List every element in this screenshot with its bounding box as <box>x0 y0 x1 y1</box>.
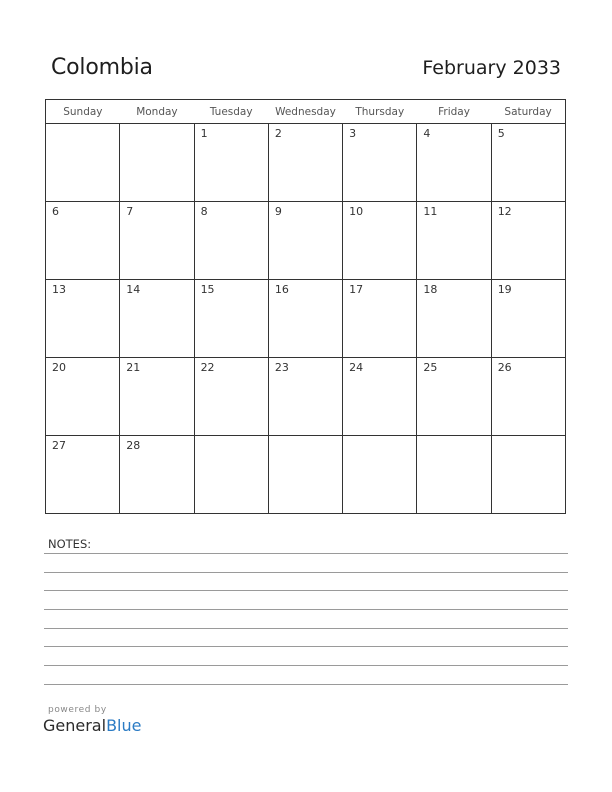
day-cell <box>120 436 194 514</box>
day-number: 21 <box>126 361 141 374</box>
day-number <box>417 436 490 439</box>
week-row <box>46 124 566 202</box>
calendar-grid <box>45 99 566 514</box>
calendar-month-title: February 2033 <box>422 57 561 79</box>
day-number: 17 <box>349 283 364 296</box>
day-number: 13 <box>52 283 66 296</box>
day-cell <box>194 202 268 280</box>
day-number: 19 <box>497 283 512 296</box>
day-cell <box>46 280 120 358</box>
note-line <box>44 665 568 666</box>
day-cell <box>46 124 120 202</box>
note-line <box>44 684 568 685</box>
day-number: 15 <box>200 283 215 296</box>
day-number <box>120 124 193 127</box>
calendar-country-title: Colombia <box>51 55 153 80</box>
day-number: 28 <box>126 439 141 452</box>
day-cell <box>417 124 491 202</box>
day-number: 14 <box>126 283 141 296</box>
day-number: 26 <box>497 361 512 374</box>
week-row <box>46 280 566 358</box>
day-number: 23 <box>274 361 289 374</box>
note-line <box>44 646 568 647</box>
brand-general: General <box>43 716 107 735</box>
day-number: 2 <box>274 127 282 140</box>
day-cell <box>46 358 120 436</box>
day-number: 16 <box>274 283 289 296</box>
day-number: 24 <box>349 361 364 374</box>
week-row <box>46 358 566 436</box>
day-cell <box>491 124 565 202</box>
day-number <box>269 436 342 439</box>
day-cell <box>268 358 342 436</box>
day-cell <box>343 124 417 202</box>
note-line <box>44 572 568 573</box>
powered-by-text: powered by <box>48 705 107 715</box>
weekday-header: Sunday <box>46 100 120 124</box>
day-cell <box>194 124 268 202</box>
day-number: 11 <box>423 205 438 218</box>
week-row <box>46 436 566 514</box>
day-cell <box>417 202 491 280</box>
generalblue-logo <box>43 716 141 735</box>
day-cell <box>46 202 120 280</box>
day-cell <box>46 436 120 514</box>
weekday-header: Monday <box>120 100 194 124</box>
day-number: 27 <box>52 439 66 452</box>
day-cell <box>194 280 268 358</box>
day-number: 20 <box>52 361 66 374</box>
day-number <box>492 436 565 439</box>
day-cell <box>417 436 491 514</box>
day-number: 3 <box>349 127 357 140</box>
day-number: 6 <box>52 205 59 218</box>
weekday-header: Thursday <box>343 100 417 124</box>
day-number: 4 <box>423 127 431 140</box>
day-number <box>343 436 416 439</box>
note-line <box>44 628 568 629</box>
day-cell <box>491 202 565 280</box>
weekday-header: Friday <box>417 100 491 124</box>
day-number: 10 <box>349 205 364 218</box>
note-line <box>44 553 568 554</box>
weekday-header-row <box>46 100 566 124</box>
day-cell <box>417 358 491 436</box>
day-cell <box>343 436 417 514</box>
brand-blue: Blue <box>106 716 142 735</box>
day-number: 18 <box>423 283 438 296</box>
day-cell <box>194 436 268 514</box>
day-number <box>46 124 119 127</box>
day-number: 5 <box>497 127 505 140</box>
day-cell <box>268 202 342 280</box>
day-cell <box>120 202 194 280</box>
day-cell <box>120 124 194 202</box>
note-line <box>44 590 568 591</box>
day-number: 25 <box>423 361 438 374</box>
day-cell <box>120 358 194 436</box>
day-cell <box>268 124 342 202</box>
day-cell <box>343 202 417 280</box>
day-cell <box>491 436 565 514</box>
day-number: 12 <box>497 205 512 218</box>
day-number: 7 <box>126 205 134 218</box>
day-cell <box>417 280 491 358</box>
day-number: 22 <box>200 361 215 374</box>
day-number: 8 <box>200 205 208 218</box>
note-line <box>44 609 568 610</box>
day-cell <box>268 436 342 514</box>
weekday-header: Wednesday <box>268 100 342 124</box>
weekday-header: Tuesday <box>194 100 268 124</box>
day-cell <box>343 358 417 436</box>
day-cell <box>491 358 565 436</box>
weekday-header: Saturday <box>491 100 565 124</box>
day-number: 9 <box>274 205 282 218</box>
day-cell <box>194 358 268 436</box>
day-cell <box>120 280 194 358</box>
day-number <box>195 436 268 439</box>
notes-label: NOTES: <box>48 537 92 551</box>
day-cell <box>268 280 342 358</box>
day-cell <box>491 280 565 358</box>
week-row <box>46 202 566 280</box>
day-cell <box>343 280 417 358</box>
day-number: 1 <box>200 127 208 140</box>
